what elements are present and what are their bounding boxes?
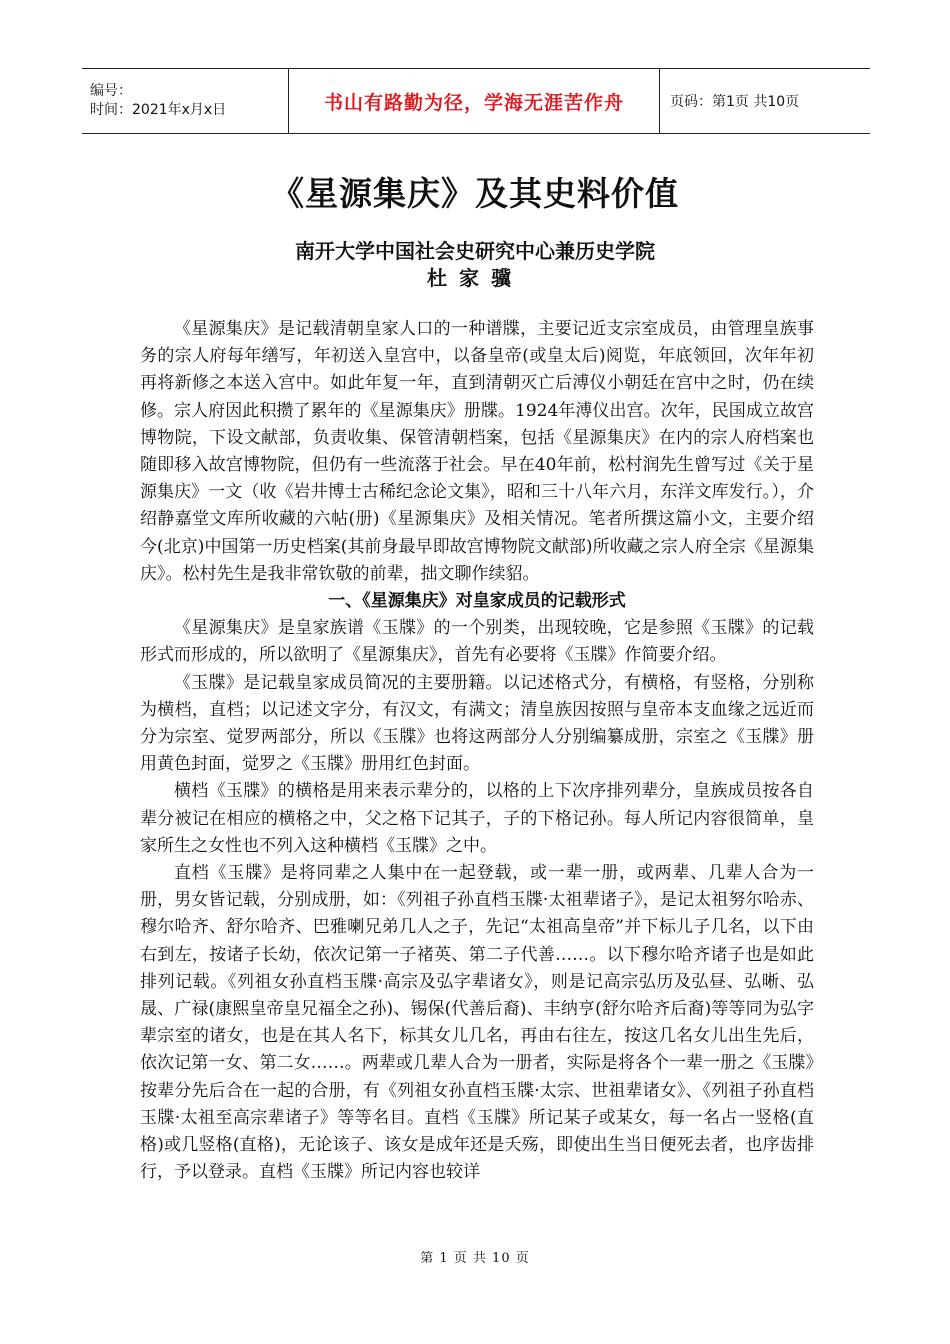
- paragraph-intro: 《星源集庆》是记载清朝皇家人口的一种谱牒，主要记近支宗室成员，由管理皇族事务的宗人府每年缮写，年初送入皇宫中，以备皇帝(或皇太后)阅览，年底领回，次年年初再将新修之本送入宫中。如此年复一年，直到清朝灭亡后溥仪小朝廷在宫中之时，仍在续修。宗人府因此积攒了累年的《星源集庆》册牒。1924年溥仪出宫。次年，民国成立故宫博物院，下设文献部，负责收集、保管清朝档案，包括《星源集庆》在内的宗人府档案也随即移入故宫博物院，但仍有一些流落于社会。早在40年前，松村润先生曾写过《关于星源集庆》一文（收《岩井博士古稀纪念论文集》，昭和三十八年六月，东洋文库发行。），介绍静嘉堂文库所收藏的六帖(册)《星源集庆》及相关情况。笔者所撰这篇小文，主要介绍今(北京)中国第一历史档案(其前身最早即故宫博物院文献部)所收藏之宗人府全宗《星源集庆》。松村先生是我非常钦敬的前辈，拙文聊作续貂。: [140, 319, 814, 584]
- paragraph: 《玉牒》是记载皇家成员简况的主要册籍。以记述格式分，有横格，有竖格，分别称为横档，直档；以记述文字分，有汉文，有满文；清皇族因按照与皇帝本支血缘之远近而分为宗室、觉罗两部分，所以《玉牒》也将这两部分人分别编纂成册，宗室之《玉牒》册用黄色封面，觉罗之《玉牒》册用红色封面。: [140, 672, 814, 775]
- document-title: 《星源集庆》及其史料价值: [271, 174, 679, 213]
- paragraph: 直档《玉牒》是将同辈之人集中在一起登载，或一辈一册，或两辈、几辈人合为一册，男女皆记载，分别成册，如：《列祖子孙直档玉牒·太祖辈诸子》，是记太祖努尔哈赤、穆尔哈齐、舒尔哈齐、巴雅喇兄弟几人之子，先记“太祖高皇帝”并下标儿子几名，以下由右到左，按诸子长幼，依次记第一子褚英、第二子代善……。以下穆尔哈齐诸子也是如此排列记载。《列祖女孙直档玉牒·高宗及弘字辈诸女》，则是记高宗弘历及弘昼、弘晰、弘晟、广禄(康熙皇帝皇兄福全之孙)、锡保(代善后裔)、丰纳亨(舒尔哈齐后裔)等等同为弘字辈宗室的诸女，也是在其人名下，标其女儿几名，再由右往左，按这几名女儿出生先后，依次记第一女、第二女……。两辈或几辈人合为一册者，实际是将各个一辈一册之《玉牒》按辈分先后合在一起的合册，有《列祖女孙直档玉牒·太宗、世祖辈诸女》、《列祖子孙直档玉牒·太祖至高宗辈诸子》等等名目。直档《玉牒》所记某子或某女，每一名占一竖格(直格)或几竖格(直格)，无论该子、该女是成年还是夭殇，即使出生当日便死去者，也序齿排行，予以登录。直档《玉牒》所记内容也较详: [140, 863, 814, 1183]
- affiliation: 南开大学中国社会史研究中心兼历史学院: [295, 239, 655, 263]
- section-heading: 一、《星源集庆》对皇家成员的记载形式: [328, 591, 626, 612]
- document-body: [140, 316, 814, 1187]
- header-page-label: 页码：第1页 共10页: [670, 94, 800, 110]
- author-name: 杜家骥: [427, 266, 523, 290]
- page-footer: 第 1 页 共 10 页: [420, 1251, 530, 1266]
- header-motto-cell: [289, 69, 660, 134]
- header-motto: 书山有路勤为径，学海无涯苦作舟: [323, 91, 624, 114]
- document-header: [82, 68, 870, 134]
- paragraph: 横档《玉牒》的横格是用来表示辈分的，以格的上下次序排列辈分，皇族成员按各自辈分被记在相应的横格之中，父之格下记其子，子的下格记孙。每人所记内容很简单，皇家所生之女性也不列入这种横档《玉牒》之中。: [140, 781, 814, 856]
- header-meta: [82, 69, 289, 134]
- paragraph: 《星源集庆》是皇家族谱《玉牒》的一个别类，出现较晚，它是参照《玉牒》的记载形式而形成的，所以欲明了《星源集庆》，首先有必要将《玉牒》作简要介绍。: [140, 618, 814, 666]
- header-number-label: 编号：: [90, 83, 132, 99]
- author-block: [0, 238, 950, 292]
- header-time-label: 时间：2021年x月x日: [90, 102, 227, 118]
